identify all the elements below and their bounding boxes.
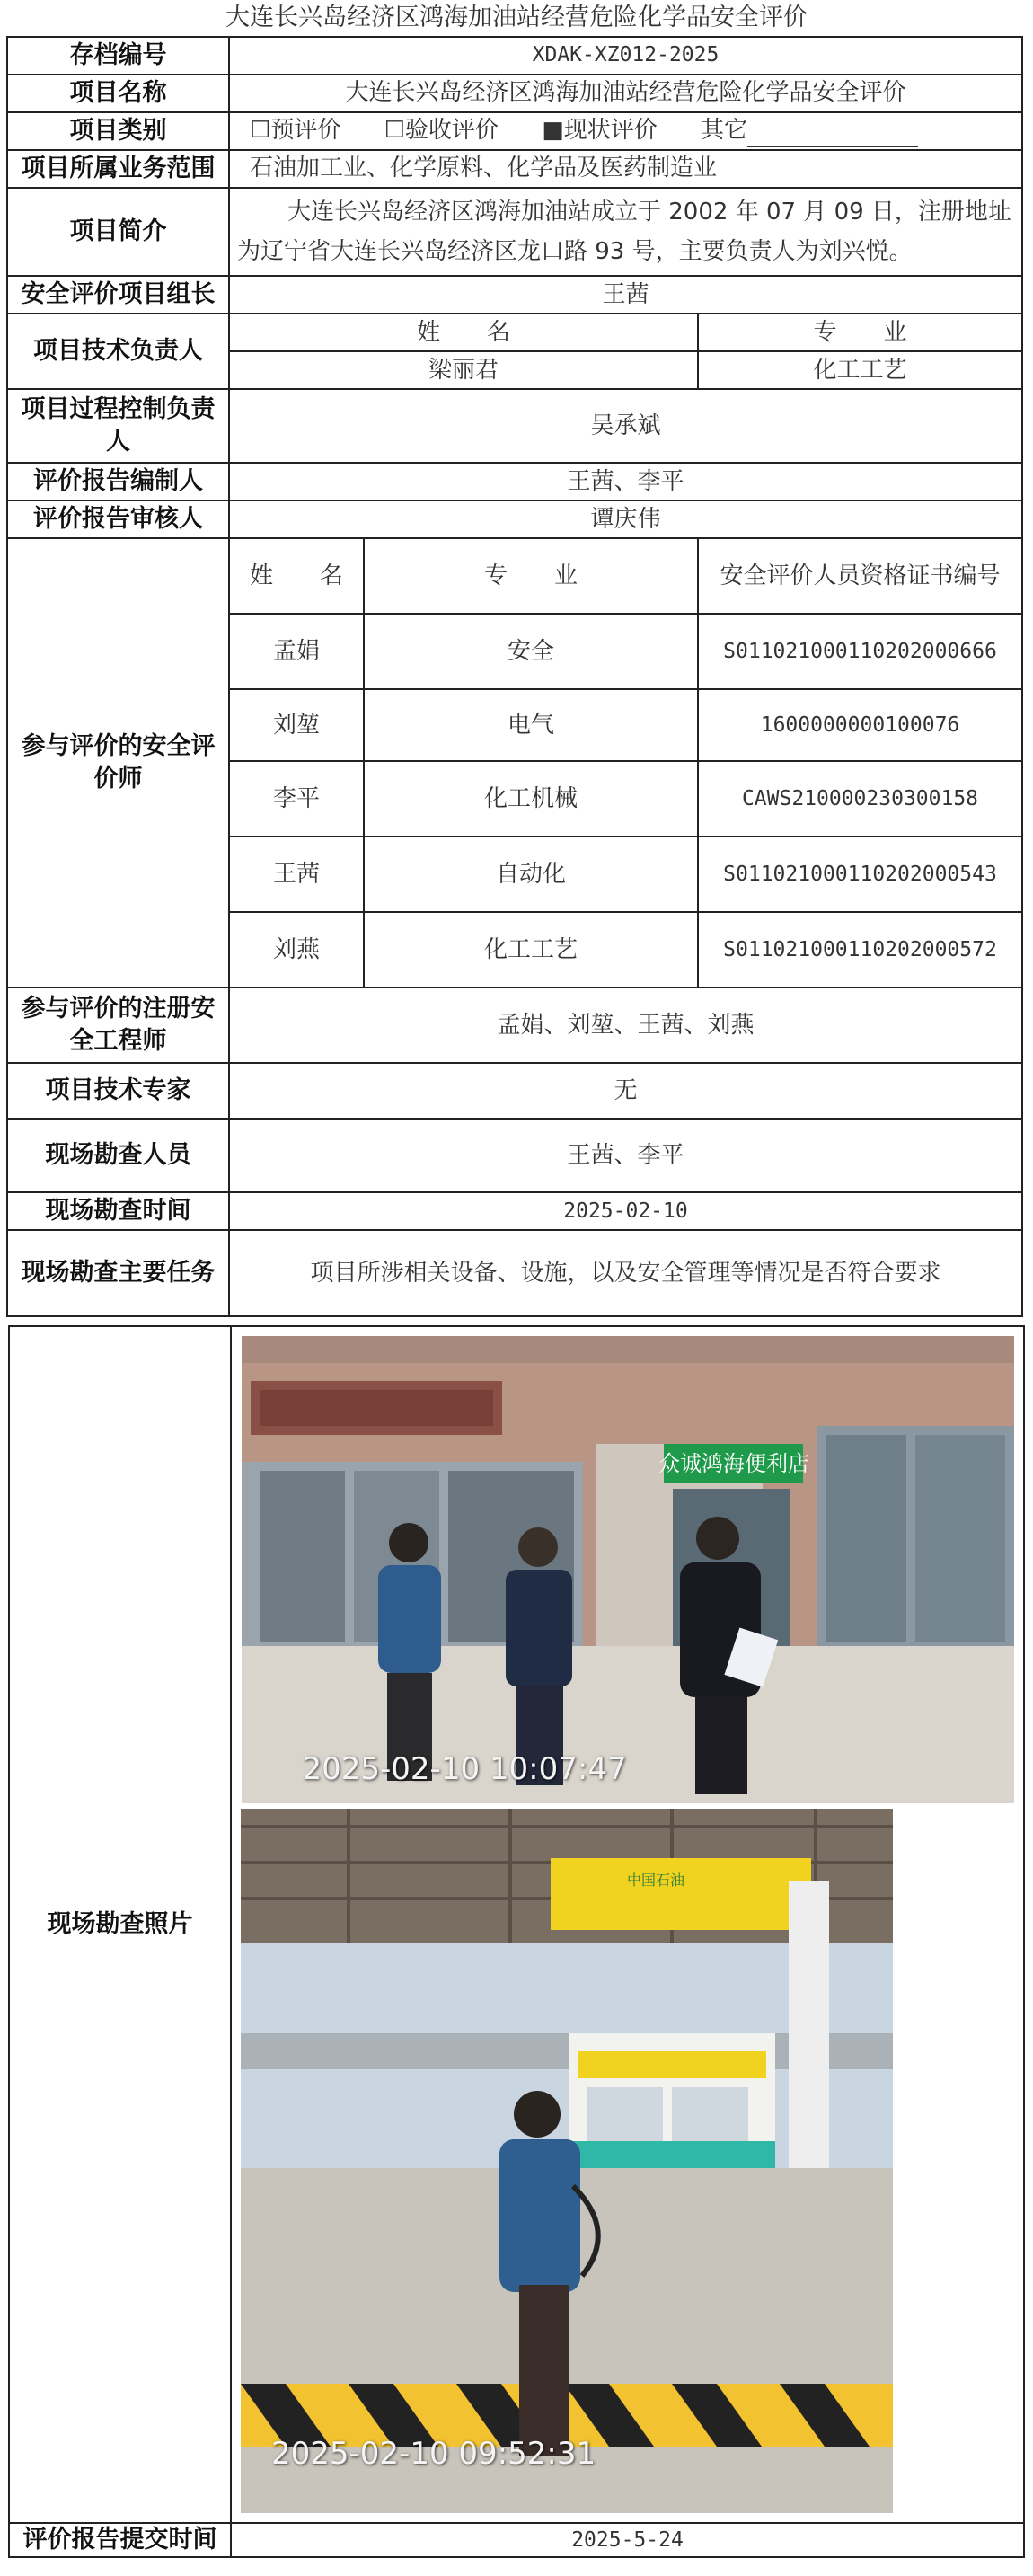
intro-label: 项目简介 (7, 188, 229, 276)
evaluator-name: 刘堃 (229, 689, 364, 761)
evaluator-cert: S011021000110202000666 (698, 614, 1022, 689)
submit-time-label: 评价报告提交时间 (9, 2523, 231, 2557)
intro-line-2: 为辽宁省大连长兴岛经济区龙口路 93 号，主要负责人为刘兴悦。 (237, 238, 913, 266)
site-time-label: 现场勘查时间 (7, 1192, 229, 1230)
blank-underline (747, 126, 918, 147)
checked-checkbox-icon: ■ (542, 117, 564, 145)
submit-time-value: 2025-5-24 (231, 2523, 1024, 2557)
tech-lead-major: 化工工艺 (698, 351, 1022, 389)
photo1-timestamp: 2025-02-10 10:07:47 (302, 1751, 627, 1788)
intro-text (229, 188, 1022, 276)
evaluators-cert-header: 安全评价人员资格证书编号 (698, 538, 1022, 614)
report-reviewer-label: 评价报告审核人 (7, 500, 229, 538)
project-name-value: 大连长兴岛经济区鸿海加油站经营危险化学品安全评价 (229, 75, 1022, 112)
project-name-label: 项目名称 (7, 75, 229, 112)
tech-lead-name-header: 姓 名 (229, 314, 698, 351)
site-staff-value: 王茜、李平 (229, 1119, 1022, 1192)
canopy-sign-text: 中国石油 (627, 1872, 685, 1889)
document-title: 大连长兴岛经济区鸿海加油站经营危险化学品安全评价 (225, 4, 808, 31)
archive-no-label: 存档编号 (7, 37, 229, 75)
team-leader-value: 王茜 (229, 276, 1022, 314)
project-type-label: 项目类别 (7, 112, 229, 150)
evaluator-major: 安全 (364, 614, 698, 689)
option-acceptance-evaluation: ☐验收评价 (384, 117, 499, 145)
report-author-value: 王茜、李平 (229, 463, 1022, 500)
evaluator-cert: 1600000000100076 (698, 689, 1022, 761)
evaluator-major: 化工机械 (364, 761, 698, 837)
registered-engineers-value: 孟娟、刘堃、王茜、刘燕 (229, 987, 1022, 1063)
option-other: 其它 (701, 117, 918, 144)
site-staff-label: 现场勘查人员 (7, 1119, 229, 1192)
evaluators-major-header: 专 业 (364, 538, 698, 614)
business-scope-value: 石油加工业、化学原料、化学品及医药制造业 (229, 150, 1022, 188)
process-control-label: 项目过程控制负责人 (7, 389, 229, 463)
site-photo-storefront (242, 1336, 1014, 1803)
checkbox-icon: ☐ (250, 117, 271, 145)
evaluators-label: 参与评价的安全评价师 (7, 538, 229, 987)
dispenser-photo (241, 1809, 893, 2513)
evaluator-name: 刘燕 (229, 912, 364, 987)
site-photo-table (8, 1325, 1025, 2558)
evaluator-major: 自动化 (364, 837, 698, 912)
store-sign-text: 众诚鸿海便利店 (658, 1451, 809, 1476)
evaluator-major: 电气 (364, 689, 698, 761)
photo2-timestamp: 2025-02-10 09:52:31 (271, 2436, 596, 2473)
tech-lead-name: 梁丽君 (229, 351, 698, 389)
site-photos-cell (231, 1326, 1024, 2523)
evaluation-info-table (6, 36, 1023, 1317)
report-author-label: 评价报告编制人 (7, 463, 229, 500)
tech-lead-major-header: 专 业 (698, 314, 1022, 351)
option-status-evaluation: ■现状评价 (542, 117, 658, 145)
evaluator-cert: S011021000110202000572 (698, 912, 1022, 987)
site-photo-dispenser (241, 1809, 893, 2513)
tech-expert-value: 无 (229, 1063, 1022, 1119)
evaluator-cert: CAWS210000230300158 (698, 761, 1022, 837)
evaluators-name-header: 姓 名 (229, 538, 364, 614)
process-control-value: 吴承斌 (229, 389, 1022, 463)
evaluator-name: 孟娟 (229, 614, 364, 689)
report-reviewer-value: 谭庆伟 (229, 500, 1022, 538)
evaluator-major: 化工工艺 (364, 912, 698, 987)
site-photos-label: 现场勘查照片 (9, 1326, 231, 2523)
storefront-photo (242, 1336, 1014, 1803)
intro-line-1: 大连长兴岛经济区鸿海加油站成立于 2002 年 07 月 09 日，注册地址 (287, 199, 1011, 226)
checkbox-icon: ☐ (384, 117, 405, 145)
evaluator-name: 李平 (229, 761, 364, 837)
team-leader-label: 安全评价项目组长 (7, 276, 229, 314)
tech-lead-label: 项目技术负责人 (7, 314, 229, 389)
archive-no-value: XDAK-XZ012-2025 (229, 37, 1022, 75)
evaluator-cert: S011021000110202000543 (698, 837, 1022, 912)
project-type-options (229, 112, 1022, 150)
site-time-value: 2025-02-10 (229, 1192, 1022, 1230)
business-scope-label: 项目所属业务范围 (7, 150, 229, 188)
option-pre-evaluation: ☐预评价 (250, 117, 341, 145)
evaluator-name: 王茜 (229, 837, 364, 912)
site-task-label: 现场勘查主要任务 (7, 1230, 229, 1316)
registered-engineers-label: 参与评价的注册安全工程师 (7, 987, 229, 1063)
site-task-value: 项目所涉相关设备、设施，以及安全管理等情况是否符合要求 (229, 1230, 1022, 1316)
tech-expert-label: 项目技术专家 (7, 1063, 229, 1119)
